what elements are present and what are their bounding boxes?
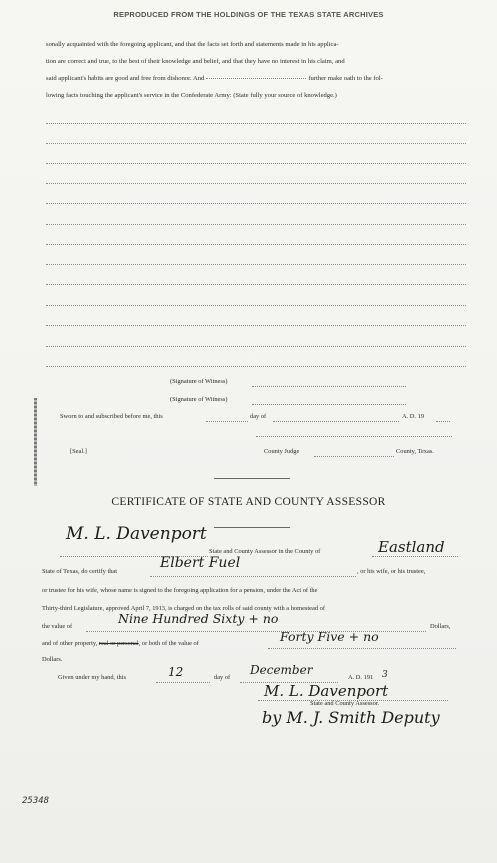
county-line — [372, 556, 458, 557]
paragraph-line-1: sonally acquainted with the foregoing applicant, and that the facts set forth and statements made in his applica- — [46, 41, 339, 48]
handwritten-other-property-value: Forty Five + no — [280, 629, 379, 644]
cert-line-3: or trustee for his wife, whose name is signed to the foregoing application for a pension, under the Act of the — [42, 587, 318, 594]
witness-line-2 — [252, 404, 406, 405]
county-judge-label: County Judge — [264, 448, 300, 455]
blank-line — [46, 366, 466, 367]
sworn-text: Sworn to and subscribed before me, this — [60, 413, 163, 420]
blank-line — [46, 264, 466, 265]
divider-rule — [214, 527, 290, 528]
county-name-line — [314, 456, 394, 457]
cert-line-2a: State of Texas, do certify that — [42, 568, 118, 575]
assessor-signature-label: State and County Assessor. — [310, 700, 380, 707]
handwritten-homestead-value: Nine Hundred Sixty + no — [118, 611, 279, 626]
cert-line-8c: A. D. 191 — [348, 674, 374, 681]
cert-line-6c: , or both of the value of — [138, 640, 199, 647]
sworn-year-line — [436, 421, 450, 422]
blank-line — [46, 123, 466, 124]
blank-line — [46, 325, 466, 326]
cert-line-2b: , or his wife, or his trustee, — [357, 568, 426, 575]
paragraph-line-3 — [46, 70, 466, 87]
divider-rule — [214, 478, 290, 479]
cert-line-6 — [42, 640, 199, 647]
sworn-month-line — [273, 421, 399, 422]
affidavit-paragraph — [46, 36, 466, 104]
cert-line-6b: real or personal — [98, 640, 139, 647]
county-texas-label: County, Texas. — [396, 448, 434, 455]
cert-line-5b: Dollars, — [430, 623, 451, 630]
blank-line — [46, 305, 466, 306]
blank-line — [46, 183, 466, 184]
blank-line — [46, 346, 466, 347]
cert-line-8b: day of — [214, 674, 231, 681]
cert-line-8a: Given under my hand, this — [58, 674, 126, 681]
scan-edge-mark — [34, 398, 37, 486]
cert-line-4: Thirty-third Legislature, approved April 7, 1913, is charged on the tax rolls of said county with a homestead of — [42, 605, 325, 612]
blank-line — [46, 143, 466, 144]
handwritten-assessor-name: M. L. Davenport — [66, 524, 207, 544]
witness-label-1: (Signature of Witness) — [170, 378, 228, 385]
handwritten-month: December — [250, 663, 313, 677]
cert-line-5a: the value of — [42, 623, 73, 630]
sworn-day-label: day of — [250, 413, 267, 420]
handwritten-deputy-signature: by M. J. Smith Deputy — [262, 708, 440, 727]
blank-line — [46, 203, 466, 204]
handwritten-county: Eastland — [378, 538, 445, 556]
applicant-line — [150, 576, 356, 577]
cert-line-7: Dollars. — [42, 656, 63, 663]
blank-line — [46, 163, 466, 164]
file-number: 25348 — [22, 796, 50, 806]
handwritten-year-digit: 3 — [382, 670, 388, 680]
blank-line — [46, 244, 466, 245]
judge-signature-line — [256, 436, 452, 437]
blank-line — [46, 224, 466, 225]
certificate-title: CERTIFICATE OF STATE AND COUNTY ASSESSOR — [111, 496, 386, 508]
handwritten-applicant: Elbert Fuel — [160, 555, 241, 571]
archive-header: REPRODUCED FROM THE HOLDINGS OF THE TEXAS STATE ARCHIVES — [113, 10, 384, 19]
witness-label-2: (Signature of Witness) — [170, 396, 228, 403]
blank-line — [46, 284, 466, 285]
handwritten-signature: M. L. Davenport — [264, 682, 389, 700]
seal-label: [Seal.] — [70, 448, 87, 455]
paragraph-line-4: lowing facts touching the applicant's service in the Confederate Army: (State fully your source of knowledge.) — [46, 92, 337, 99]
paragraph-line-3a: said applicant's habits are good and free from dishonor. And — [46, 75, 205, 82]
other-property-line — [268, 648, 456, 649]
handwritten-day: 12 — [168, 665, 184, 679]
cert-line-1: State and County Assessor in the County of — [209, 548, 321, 555]
paragraph-line-2: tion are correct and true, to the best of their knowledge and belief, and that they have no interest in his claim, and — [46, 58, 345, 65]
witness-line-1 — [252, 386, 406, 387]
sworn-day-line — [206, 421, 248, 422]
sworn-year-label: A. D. 19 — [402, 413, 425, 420]
day-line — [156, 682, 210, 683]
paragraph-line-3b: further make oath to the fol- — [308, 75, 383, 82]
cert-line-6a: and of other property, — [42, 640, 98, 647]
